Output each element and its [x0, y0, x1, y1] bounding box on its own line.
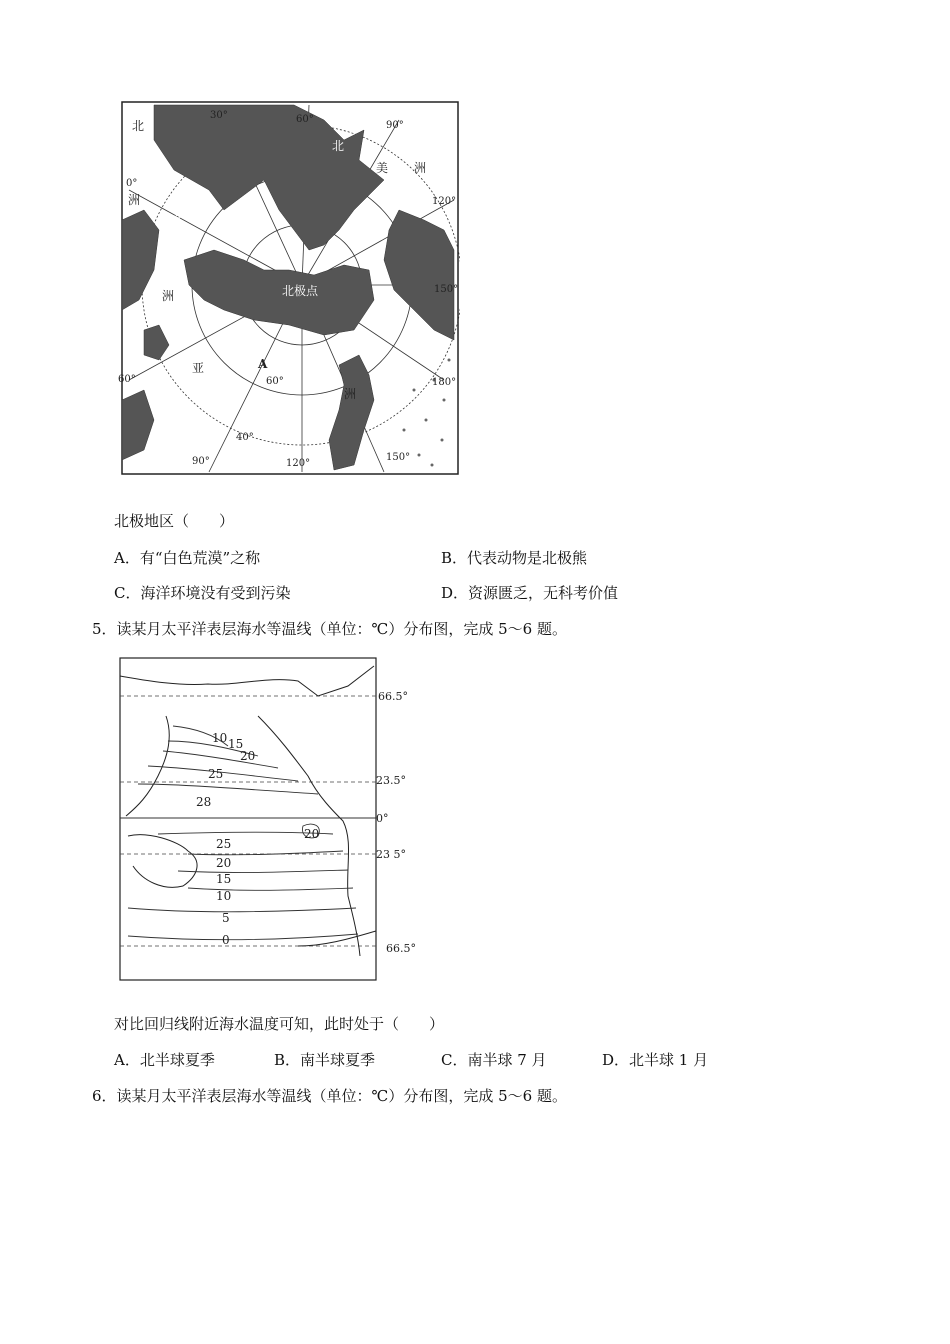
map1-europe2: 洲 — [162, 289, 175, 303]
map1-west-north: 北 — [132, 119, 145, 133]
iso-s5: 5 — [222, 911, 230, 925]
iso-25: 25 — [208, 767, 224, 781]
q6-intro: 6．读某月太平洋表层海水等温线（单位：℃）分布图，完成 5～6 题。 — [92, 1087, 567, 1105]
map1-lon120b: 120° — [286, 458, 311, 469]
map1-na-2: 美 — [376, 161, 389, 175]
map1-lat40: 40° — [236, 432, 254, 443]
pacific-isotherm-map — [118, 656, 418, 982]
map1-lon0: 0° — [126, 178, 138, 189]
q5-option-a[interactable]: A．北半球夏季 — [114, 1051, 215, 1069]
map1-asia2: 洲 — [344, 387, 357, 401]
map1-europe: 欧 — [169, 214, 182, 228]
map1-point-a: A — [258, 357, 268, 371]
iso-10: 10 — [212, 731, 228, 745]
q4-stem: 北极地区（ ） — [114, 512, 235, 530]
lat-66-5-north: 66.5° — [378, 690, 408, 703]
iso-15: 15 — [228, 737, 244, 751]
map1-lon90: 90° — [386, 120, 404, 131]
map1-lon180: 180° — [432, 377, 457, 388]
map1-lon150r: 150° — [434, 284, 459, 295]
map1-lon90b: 90° — [192, 456, 210, 467]
lat-23-5-north: 23.5° — [376, 774, 406, 787]
q4-option-d[interactable]: D．资源匮乏，无科考价值 — [441, 584, 619, 602]
map1-lon150b: 150° — [386, 452, 411, 463]
q4-option-c[interactable]: C．海洋环境没有受到污染 — [114, 584, 291, 602]
q5-option-d[interactable]: D．北半球 1 月 — [602, 1051, 709, 1069]
map1-lat60: 60° — [266, 376, 284, 387]
map1-lon60l: 60° — [118, 374, 136, 385]
q5-stem: 对比回归线附近海水温度可知，此时处于（ ） — [114, 1015, 445, 1033]
map1-north-pole: 北极点 — [282, 284, 319, 298]
q4-option-b[interactable]: B．代表动物是北极熊 — [441, 549, 588, 567]
iso-20: 20 — [240, 749, 256, 763]
q5-option-b[interactable]: B．南半球夏季 — [274, 1051, 376, 1069]
lat-0: 0° — [376, 812, 389, 825]
iso-s10: 10 — [216, 889, 232, 903]
map1-lon120r: 120° — [432, 196, 457, 207]
map1-lon60: 60° — [296, 114, 314, 125]
map1-west-zhou: 洲 — [128, 193, 141, 207]
iso-28: 28 — [196, 795, 212, 809]
iso-s0: 0 — [222, 933, 230, 947]
q5-option-c[interactable]: C．南半球 7 月 — [441, 1051, 547, 1069]
map1-na-3: 洲 — [414, 161, 427, 175]
iso-20-east: 20 — [304, 827, 320, 841]
iso-s15: 15 — [216, 872, 232, 886]
q4-option-a[interactable]: A．有“白色荒漠”之称 — [114, 549, 261, 567]
map1-na-1: 北 — [332, 139, 345, 153]
arctic-polar-map — [114, 100, 460, 478]
map1-asia: 亚 — [192, 361, 205, 375]
iso-s25: 25 — [216, 837, 232, 851]
map1-lon30: 30° — [210, 110, 228, 121]
iso-s20: 20 — [216, 856, 232, 870]
lat-66-5-south: 66.5° — [386, 942, 416, 955]
q5-intro: 5．读某月太平洋表层海水等温线（单位：℃）分布图，完成 5～6 题。 — [92, 620, 567, 638]
lat-23-5-south: 23 5° — [376, 848, 406, 861]
